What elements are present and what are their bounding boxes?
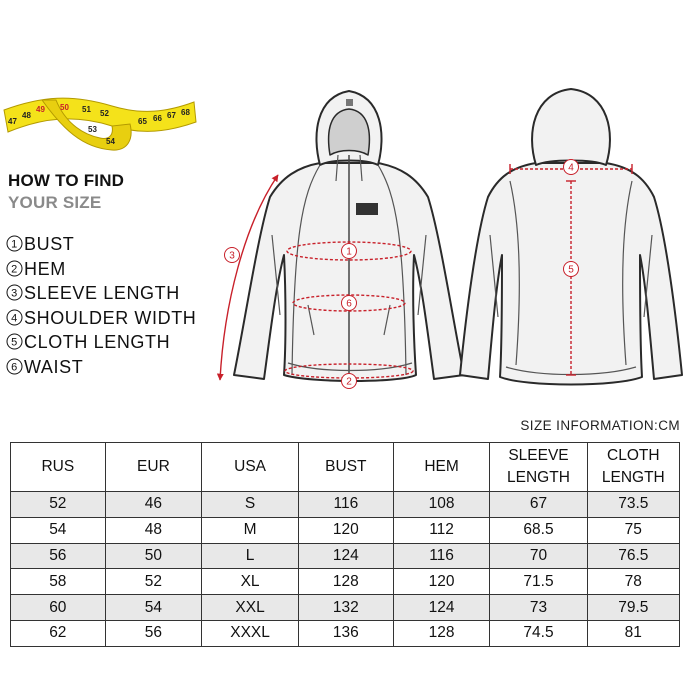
table-cell: 73 (490, 595, 587, 621)
table-header-row (11, 443, 680, 492)
table-cell: 62 (11, 620, 106, 646)
legend-label: SLEEVE LENGTH (24, 283, 180, 304)
legend-item-bust (5, 232, 196, 257)
table-cell: 73.5 (587, 492, 679, 518)
column-header-hem: HEM (393, 443, 490, 492)
chest-logo (356, 203, 378, 215)
legend-label: SHOULDER WIDTH (24, 307, 197, 328)
table-cell: 71.5 (490, 569, 587, 595)
table-row (11, 543, 680, 569)
marker-number: 4 (568, 162, 574, 174)
marker-cloth-length (564, 262, 579, 277)
legend-number (5, 306, 24, 331)
table-cell: XXL (202, 595, 299, 621)
tape-number: 54 (106, 137, 115, 146)
jacket-measurement-diagram (210, 85, 700, 405)
table-row (11, 492, 680, 518)
table-cell: 70 (490, 543, 587, 569)
table-cell: 124 (298, 543, 393, 569)
table-row (11, 595, 680, 621)
legend-number (5, 232, 24, 257)
column-header-sleeve-length: SLEEVE LENGTH (490, 443, 587, 492)
table-cell: 79.5 (587, 595, 679, 621)
table-cell: 120 (298, 517, 393, 543)
marker-number: 3 (229, 250, 235, 262)
table-cell: 116 (298, 492, 393, 518)
marker-hem (342, 374, 357, 389)
legend-label: CLOTH LENGTH (24, 332, 171, 353)
measuring-tape-image (2, 88, 197, 158)
tape-number: 66 (153, 114, 162, 123)
legend-item-shoulder-width (5, 306, 196, 331)
marker-bust (342, 244, 357, 259)
legend-number (5, 355, 24, 380)
legend-number-text: 3 (11, 287, 18, 300)
legend-number-text: 1 (11, 238, 18, 251)
table-row (11, 517, 680, 543)
legend-label: WAIST (24, 356, 84, 377)
table-cell: 116 (393, 543, 490, 569)
legend-number-text: 4 (11, 312, 18, 325)
column-header-bust: BUST (298, 443, 393, 492)
table-cell: XL (202, 569, 299, 595)
table-cell: 68.5 (490, 517, 587, 543)
circled-number-icon (6, 358, 23, 375)
table-cell: 128 (298, 569, 393, 595)
legend-number-text: 2 (11, 263, 18, 276)
column-header-rus: RUS (11, 443, 106, 492)
legend-number (5, 281, 24, 306)
table-cell: 112 (393, 517, 490, 543)
table-cell: 60 (11, 595, 106, 621)
circled-number-icon (6, 260, 23, 277)
tape-number: 47 (8, 117, 17, 126)
table-cell: 132 (298, 595, 393, 621)
measurement-legend (5, 232, 196, 380)
table-cell: 52 (105, 569, 202, 595)
legend-number-text: 5 (11, 336, 18, 349)
table-cell: XXXL (202, 620, 299, 646)
table-cell: 52 (11, 492, 106, 518)
table-cell: 75 (587, 517, 679, 543)
table-cell: 108 (393, 492, 490, 518)
circled-number-icon (6, 333, 23, 350)
how-to-find-heading (8, 170, 124, 214)
circled-number-icon (6, 309, 23, 326)
marker-number: 5 (568, 264, 574, 276)
tape-number: 51 (82, 105, 91, 114)
marker-number: 2 (346, 376, 352, 388)
table-cell: 50 (105, 543, 202, 569)
table-cell: 81 (587, 620, 679, 646)
marker-shoulder-width (564, 160, 579, 175)
size-info-unit-label: SIZE INFORMATION:CM (520, 418, 680, 433)
circled-number-icon (6, 235, 23, 252)
legend-label: HEM (24, 258, 66, 279)
table-cell: 56 (105, 620, 202, 646)
table-cell: 78 (587, 569, 679, 595)
hood-logo (346, 99, 353, 106)
legend-item-cloth-length (5, 330, 196, 355)
marker-number: 1 (346, 246, 352, 258)
column-header-cloth-length: CLOTH LENGTH (587, 443, 679, 492)
table-cell: 67 (490, 492, 587, 518)
table-cell: 136 (298, 620, 393, 646)
table-cell: M (202, 517, 299, 543)
table-cell: 48 (105, 517, 202, 543)
table-cell: 120 (393, 569, 490, 595)
tape-number: 67 (167, 111, 176, 120)
legend-number (5, 257, 24, 282)
tape-number: 52 (100, 109, 109, 118)
heading-line-1: HOW TO FIND (8, 171, 125, 190)
legend-label: BUST (24, 234, 75, 254)
table-cell: 54 (105, 595, 202, 621)
table-row (11, 569, 680, 595)
legend-item-hem (5, 257, 196, 282)
legend-item-waist (5, 355, 196, 380)
heading-line-2: YOUR SIZE (8, 193, 102, 212)
table-cell: 46 (105, 492, 202, 518)
table-cell: L (202, 543, 299, 569)
table-row (11, 620, 680, 646)
marker-sleeve-length (225, 248, 240, 263)
column-header-eur: EUR (105, 443, 202, 492)
tape-number: 53 (88, 125, 97, 134)
tape-number: 65 (138, 117, 147, 126)
table-cell: S (202, 492, 299, 518)
table-cell: 74.5 (490, 620, 587, 646)
legend-number-text: 6 (11, 361, 18, 374)
size-chart-table (10, 442, 680, 647)
tape-number: 48 (22, 111, 31, 120)
tape-number: 68 (181, 108, 190, 117)
marker-number: 6 (346, 298, 352, 310)
table-cell: 56 (11, 543, 106, 569)
circled-number-icon (6, 284, 23, 301)
column-header-usa: USA (202, 443, 299, 492)
tape-number: 50 (60, 103, 69, 112)
legend-item-sleeve-length (5, 281, 196, 306)
marker-waist (342, 296, 357, 311)
tape-number: 49 (36, 105, 45, 114)
table-cell: 54 (11, 517, 106, 543)
table-cell: 76.5 (587, 543, 679, 569)
table-cell: 128 (393, 620, 490, 646)
table-cell: 124 (393, 595, 490, 621)
table-cell: 58 (11, 569, 106, 595)
legend-number (5, 330, 24, 355)
